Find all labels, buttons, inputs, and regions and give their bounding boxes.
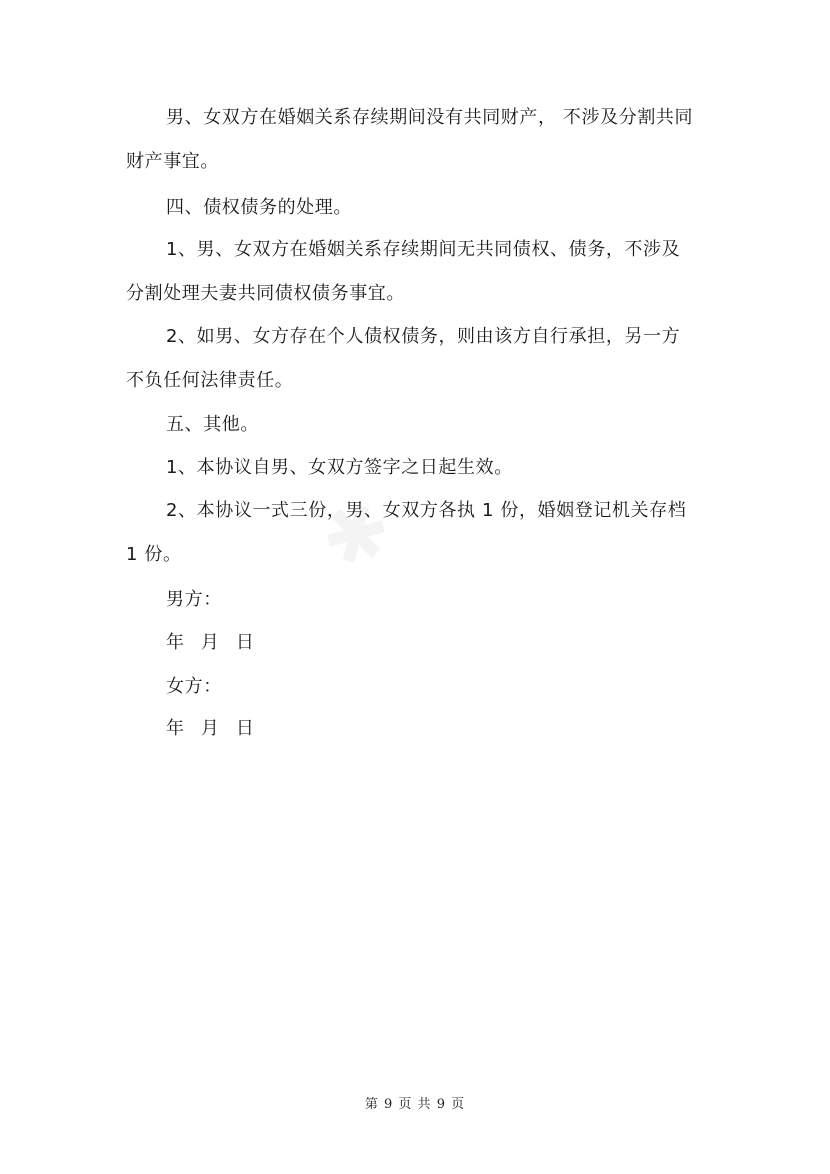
section-heading-debts: 四、债权债务的处理。 (166, 197, 352, 218)
paragraph-debts-2-line2: 不负任何法律责任。 (126, 370, 294, 391)
paragraph-property-line2: 财产事宜。 (126, 151, 219, 172)
male-signature-label: 男方： (166, 589, 222, 610)
paragraph-other-1: 1、本协议自男、女双方签字之日起生效。 (166, 457, 513, 478)
male-signature-date: 年 月 日 (166, 632, 255, 653)
paragraph-other-2-line1: 2、本协议一式三份，男、女双方各执 1 份，婚姻登记机关存档 (166, 500, 687, 521)
paragraph-other-2-line2: 1 份。 (126, 544, 182, 565)
female-signature-date: 年 月 日 (166, 718, 255, 739)
section-heading-other: 五、其他。 (166, 414, 259, 435)
page-footer: 第 9 页 共 9 页 (364, 1097, 466, 1112)
female-signature-label: 女方： (166, 676, 222, 697)
paragraph-debts-2-line1: 2、如男、女方存在个人债权债务，则由该方自行承担，另一方 (166, 326, 681, 347)
paragraph-debts-1-line2: 分割处理夫妻共同债权债务事宜。 (126, 283, 405, 304)
paragraph-debts-1-line1: 1、男、女双方在婚姻关系存续期间无共同债权、债务，不涉及 (166, 239, 681, 260)
paragraph-property-line1: 男、女双方在婚姻关系存续期间没有共同财产， 不涉及分割共同 (166, 107, 694, 128)
